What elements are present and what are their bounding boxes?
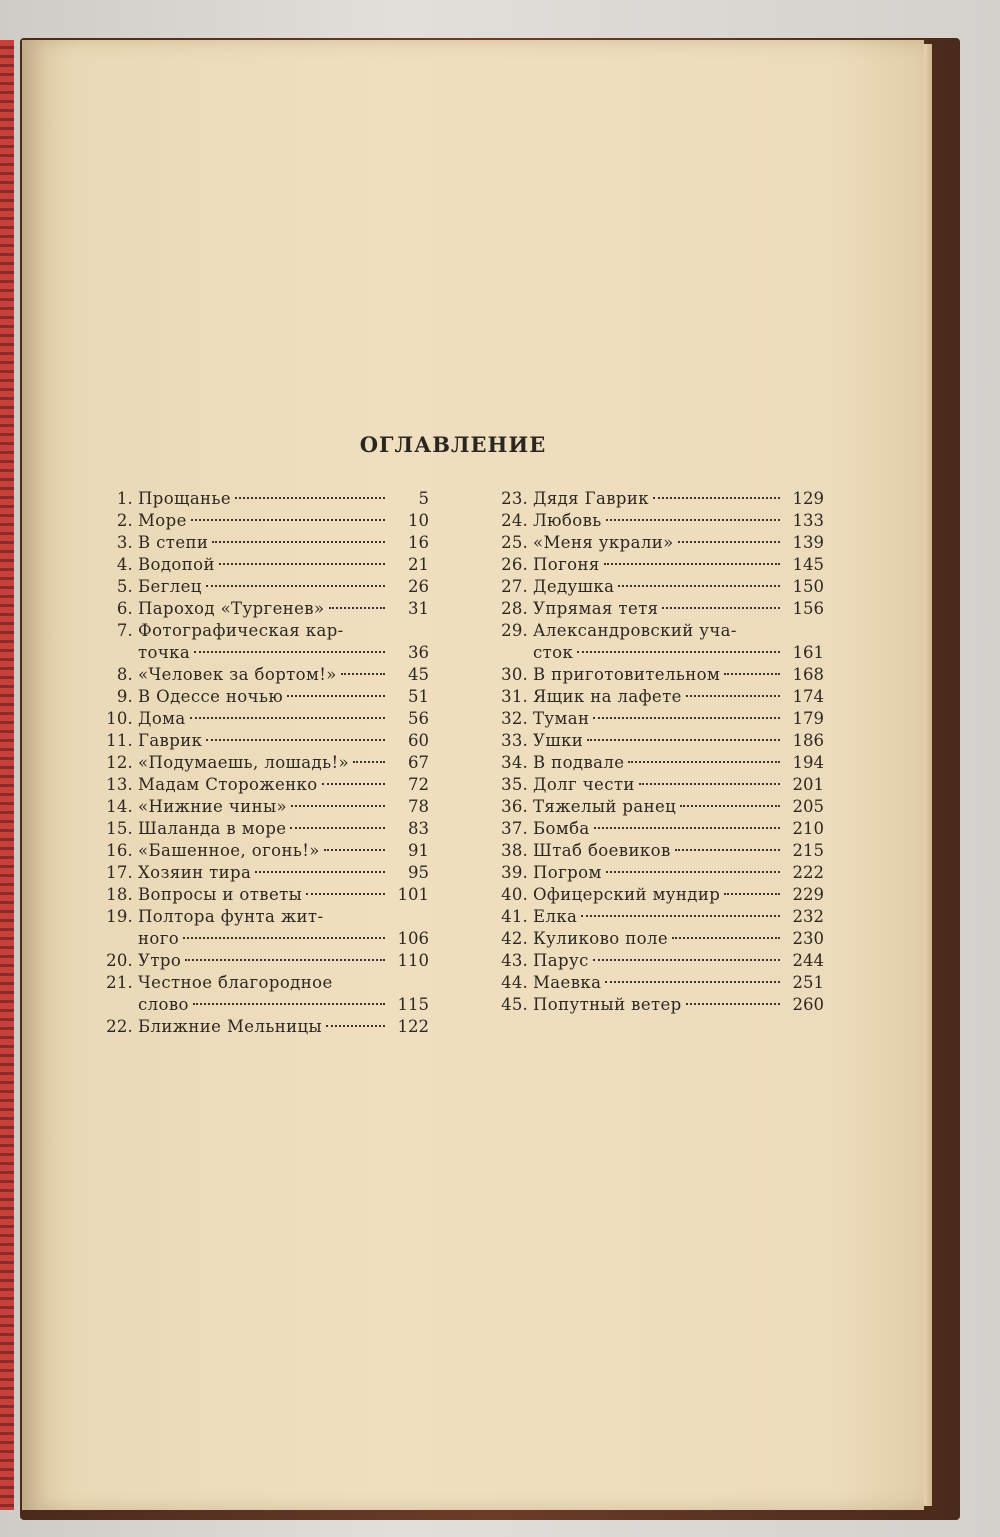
dot-leader bbox=[686, 695, 780, 697]
chapter-title: Офицерский мундир bbox=[533, 885, 721, 904]
toc-entry bbox=[93, 686, 429, 708]
dot-leader bbox=[206, 739, 385, 741]
toc-entry bbox=[488, 928, 824, 950]
toc-entry bbox=[93, 994, 429, 1016]
toc-entry bbox=[488, 576, 824, 598]
dot-leader bbox=[291, 805, 385, 807]
page-number: 186 bbox=[792, 731, 824, 750]
toc-column-right bbox=[488, 488, 824, 1016]
page-number: 31 bbox=[408, 599, 429, 618]
chapter-number: 1. bbox=[116, 489, 133, 508]
toc-entry bbox=[93, 752, 429, 774]
chapter-number: 12. bbox=[106, 753, 133, 772]
chapter-number: 38. bbox=[501, 841, 528, 860]
chapter-number: 45. bbox=[501, 995, 528, 1014]
page-number: 101 bbox=[397, 885, 429, 904]
chapter-number: 10. bbox=[106, 709, 133, 728]
toc-entry bbox=[93, 488, 429, 510]
chapter-number: 17. bbox=[106, 863, 133, 882]
chapter-title: «Подумаешь, лошадь!» bbox=[138, 753, 349, 772]
dot-leader bbox=[724, 673, 780, 675]
toc-entry bbox=[93, 950, 429, 972]
chapter-title: Ушки bbox=[533, 731, 584, 750]
toc-entry bbox=[93, 796, 429, 818]
chapter-title: Погоня bbox=[533, 555, 600, 574]
chapter-title: Дядя Гаврик bbox=[533, 489, 649, 508]
chapter-title: Шаланда в море bbox=[138, 819, 287, 838]
chapter-number: 31. bbox=[501, 687, 528, 706]
toc-entry bbox=[488, 862, 824, 884]
chapter-title: Честное благородное bbox=[138, 973, 333, 992]
chapter-title: В степи bbox=[138, 533, 209, 552]
toc-entry bbox=[488, 664, 824, 686]
page-number: 168 bbox=[792, 665, 824, 684]
dot-leader bbox=[587, 739, 780, 741]
dot-leader bbox=[678, 541, 780, 543]
dot-leader bbox=[672, 937, 780, 939]
dot-leader bbox=[353, 761, 385, 763]
toc-entry bbox=[488, 708, 824, 730]
toc-entry bbox=[488, 730, 824, 752]
toc-entry bbox=[93, 906, 429, 928]
chapter-title: Александровский уча- bbox=[533, 621, 737, 640]
chapter-number: 9. bbox=[116, 687, 133, 706]
page-number: 194 bbox=[792, 753, 824, 772]
chapter-title: Куликово поле bbox=[533, 929, 669, 948]
toc-column-left bbox=[93, 488, 429, 1038]
dot-leader bbox=[255, 871, 385, 873]
chapter-title: Попутный ветер bbox=[533, 995, 682, 1014]
page-number: 145 bbox=[792, 555, 824, 574]
page-number: 232 bbox=[792, 907, 824, 926]
chapter-title: Мадам Стороженко bbox=[138, 775, 318, 794]
toc-entry bbox=[93, 774, 429, 796]
toc-entry bbox=[93, 928, 429, 950]
page-number: 26 bbox=[408, 577, 429, 596]
page-number: 95 bbox=[408, 863, 429, 882]
dot-leader bbox=[605, 981, 780, 983]
dot-leader bbox=[581, 915, 780, 917]
page-number: 222 bbox=[792, 863, 824, 882]
dot-leader bbox=[212, 541, 385, 543]
dot-leader bbox=[628, 761, 780, 763]
page-number: 51 bbox=[408, 687, 429, 706]
toc-entry bbox=[93, 972, 429, 994]
toc-entry bbox=[488, 752, 824, 774]
chapter-title: Елка bbox=[533, 907, 578, 926]
toc-entry bbox=[488, 686, 824, 708]
chapter-title: В Одессе ночью bbox=[138, 687, 284, 706]
toc-entry bbox=[488, 774, 824, 796]
dot-leader bbox=[185, 959, 385, 961]
chapter-number: 41. bbox=[501, 907, 528, 926]
chapter-title: Ящик на лафете bbox=[533, 687, 682, 706]
chapter-title: Штаб боевиков bbox=[533, 841, 671, 860]
chapter-title: «Башенное, огонь!» bbox=[138, 841, 320, 860]
toc-entry bbox=[488, 642, 824, 664]
chapter-title: Бомба bbox=[533, 819, 590, 838]
toc-entry bbox=[488, 884, 824, 906]
page-number: 10 bbox=[408, 511, 429, 530]
chapter-number: 26. bbox=[501, 555, 528, 574]
chapter-title: слово bbox=[138, 995, 189, 1014]
chapter-title: «Человек за бортом!» bbox=[138, 665, 337, 684]
chapter-number: 35. bbox=[501, 775, 528, 794]
dot-leader bbox=[306, 893, 385, 895]
page-number: 260 bbox=[792, 995, 824, 1014]
dot-leader bbox=[287, 695, 385, 697]
toc-entry bbox=[93, 642, 429, 664]
dot-leader bbox=[675, 849, 780, 851]
toc-entry bbox=[93, 510, 429, 532]
toc-entry bbox=[488, 796, 824, 818]
chapter-title: Упрямая тетя bbox=[533, 599, 659, 618]
chapter-number: 40. bbox=[501, 885, 528, 904]
dot-leader bbox=[219, 563, 385, 565]
dot-leader bbox=[183, 937, 385, 939]
chapter-number: 32. bbox=[501, 709, 528, 728]
chapter-number: 27. bbox=[501, 577, 528, 596]
chapter-number: 13. bbox=[106, 775, 133, 794]
page-number: 72 bbox=[408, 775, 429, 794]
chapter-number: 5. bbox=[116, 577, 133, 596]
chapter-number: 20. bbox=[106, 951, 133, 970]
page-number: 133 bbox=[792, 511, 824, 530]
toc-entry bbox=[488, 972, 824, 994]
page-number: 210 bbox=[792, 819, 824, 838]
dot-leader bbox=[329, 607, 386, 609]
toc-entry bbox=[93, 532, 429, 554]
chapter-title: Маевка bbox=[533, 973, 602, 992]
chapter-title: точка bbox=[138, 643, 191, 662]
chapter-number: 39. bbox=[501, 863, 528, 882]
dot-leader bbox=[606, 871, 780, 873]
chapter-title: Туман bbox=[533, 709, 590, 728]
chapter-title: Море bbox=[138, 511, 187, 530]
chapter-number: 44. bbox=[501, 973, 528, 992]
page-number: 161 bbox=[792, 643, 824, 662]
dot-leader bbox=[190, 717, 385, 719]
page-number: 156 bbox=[792, 599, 824, 618]
dot-leader bbox=[577, 651, 780, 653]
chapter-number: 4. bbox=[116, 555, 133, 574]
page-number: 244 bbox=[792, 951, 824, 970]
chapter-title: Полтора фунта жит- bbox=[138, 907, 324, 926]
chapter-title: ного bbox=[138, 929, 180, 948]
chapter-title: Погром bbox=[533, 863, 602, 882]
page-number: 150 bbox=[792, 577, 824, 596]
chapter-title: Беглец bbox=[138, 577, 202, 596]
toc-heading: ОГЛАВЛЕНИЕ bbox=[359, 432, 547, 457]
page-number: 56 bbox=[408, 709, 429, 728]
page-number: 5 bbox=[418, 489, 429, 508]
chapter-title: Дедушка bbox=[533, 577, 615, 596]
chapter-title: В приготовительном bbox=[533, 665, 721, 684]
toc-entry bbox=[93, 818, 429, 840]
page-number: 229 bbox=[792, 885, 824, 904]
toc-entry bbox=[488, 488, 824, 510]
chapter-number: 37. bbox=[501, 819, 528, 838]
dot-leader bbox=[662, 607, 780, 609]
dot-leader bbox=[594, 827, 780, 829]
page-number: 83 bbox=[408, 819, 429, 838]
dot-leader bbox=[206, 585, 385, 587]
dot-leader bbox=[191, 519, 385, 521]
page-number: 16 bbox=[408, 533, 429, 552]
chapter-number: 29. bbox=[501, 621, 528, 640]
chapter-number: 36. bbox=[501, 797, 528, 816]
toc-entry bbox=[488, 950, 824, 972]
chapter-number: 34. bbox=[501, 753, 528, 772]
chapter-title: сток bbox=[533, 643, 574, 662]
page-number: 36 bbox=[408, 643, 429, 662]
toc-entry bbox=[488, 906, 824, 928]
page-number: 215 bbox=[792, 841, 824, 860]
chapter-number: 16. bbox=[106, 841, 133, 860]
chapter-number: 19. bbox=[106, 907, 133, 926]
dot-leader bbox=[680, 805, 780, 807]
chapter-title: Фотографическая кар- bbox=[138, 621, 344, 640]
chapter-title: Парус bbox=[533, 951, 589, 970]
chapter-title: Любовь bbox=[533, 511, 602, 530]
chapter-title: Утро bbox=[138, 951, 182, 970]
chapter-title: Гаврик bbox=[138, 731, 203, 750]
page-number: 91 bbox=[408, 841, 429, 860]
chapter-number: 33. bbox=[501, 731, 528, 750]
dot-leader bbox=[653, 497, 780, 499]
page-number: 60 bbox=[408, 731, 429, 750]
chapter-title: Долг чести bbox=[533, 775, 635, 794]
toc-entry bbox=[93, 598, 429, 620]
chapter-number: 8. bbox=[116, 665, 133, 684]
chapter-title: «Нижние чины» bbox=[138, 797, 287, 816]
chapter-number: 25. bbox=[501, 533, 528, 552]
page-edge bbox=[924, 44, 932, 1506]
chapter-title: Водопой bbox=[138, 555, 215, 574]
chapter-title: Тяжелый ранец bbox=[533, 797, 677, 816]
toc-entry bbox=[488, 554, 824, 576]
page-number: 251 bbox=[792, 973, 824, 992]
page-number: 139 bbox=[792, 533, 824, 552]
dot-leader bbox=[235, 497, 385, 499]
dot-leader bbox=[724, 893, 780, 895]
dot-leader bbox=[324, 849, 385, 851]
toc-entry bbox=[488, 818, 824, 840]
toc-entry bbox=[93, 554, 429, 576]
dot-leader bbox=[341, 673, 385, 675]
toc-entry bbox=[93, 708, 429, 730]
dot-leader bbox=[322, 783, 385, 785]
dot-leader bbox=[604, 563, 780, 565]
chapter-number: 28. bbox=[501, 599, 528, 618]
dot-leader bbox=[639, 783, 780, 785]
chapter-number: 7. bbox=[116, 621, 133, 640]
toc-entry bbox=[488, 510, 824, 532]
toc-entry bbox=[93, 730, 429, 752]
chapter-title: Хозяин тира bbox=[138, 863, 252, 882]
chapter-title: Ближние Мельницы bbox=[138, 1017, 323, 1036]
page-number: 67 bbox=[408, 753, 429, 772]
chapter-number: 11. bbox=[106, 731, 133, 750]
chapter-title: «Меня украли» bbox=[533, 533, 674, 552]
dot-leader bbox=[686, 1003, 780, 1005]
chapter-number: 22. bbox=[106, 1017, 133, 1036]
toc-entry bbox=[93, 576, 429, 598]
chapter-title: В подвале bbox=[533, 753, 625, 772]
chapter-title: Вопросы и ответы bbox=[138, 885, 303, 904]
chapter-number: 30. bbox=[501, 665, 528, 684]
dot-leader bbox=[593, 717, 780, 719]
chapter-number: 2. bbox=[116, 511, 133, 530]
toc-entry bbox=[93, 620, 429, 642]
chapter-number: 15. bbox=[106, 819, 133, 838]
chapter-number: 3. bbox=[116, 533, 133, 552]
page-number: 129 bbox=[792, 489, 824, 508]
page-number: 78 bbox=[408, 797, 429, 816]
page-number: 174 bbox=[792, 687, 824, 706]
page-number: 205 bbox=[792, 797, 824, 816]
page-number: 106 bbox=[397, 929, 429, 948]
chapter-title: Пароход «Тургенев» bbox=[138, 599, 325, 618]
page-number: 230 bbox=[792, 929, 824, 948]
page-number: 21 bbox=[408, 555, 429, 574]
chapter-number: 6. bbox=[116, 599, 133, 618]
toc-entry bbox=[488, 994, 824, 1016]
toc-entry bbox=[488, 598, 824, 620]
toc-entry bbox=[488, 620, 824, 642]
chapter-number: 43. bbox=[501, 951, 528, 970]
dot-leader bbox=[606, 519, 780, 521]
page-number: 115 bbox=[397, 995, 429, 1014]
chapter-number: 23. bbox=[501, 489, 528, 508]
toc-entry bbox=[93, 862, 429, 884]
chapter-title: Прощанье bbox=[138, 489, 232, 508]
chapter-number: 42. bbox=[501, 929, 528, 948]
page-number: 122 bbox=[397, 1017, 429, 1036]
dot-leader bbox=[593, 959, 780, 961]
page-number: 201 bbox=[792, 775, 824, 794]
toc-entry bbox=[93, 664, 429, 686]
page-number: 45 bbox=[408, 665, 429, 684]
dot-leader bbox=[193, 1003, 385, 1005]
page-number: 110 bbox=[397, 951, 429, 970]
toc-entry bbox=[93, 1016, 429, 1038]
chapter-number: 14. bbox=[106, 797, 133, 816]
chapter-title: Дома bbox=[138, 709, 186, 728]
dot-leader bbox=[290, 827, 385, 829]
chapter-number: 21. bbox=[106, 973, 133, 992]
toc-entry bbox=[488, 840, 824, 862]
dot-leader bbox=[326, 1025, 385, 1027]
chapter-number: 24. bbox=[501, 511, 528, 530]
toc-entry bbox=[93, 840, 429, 862]
binding-thread bbox=[0, 40, 14, 1510]
chapter-number: 18. bbox=[106, 885, 133, 904]
toc-entry bbox=[93, 884, 429, 906]
toc-entry bbox=[488, 532, 824, 554]
dot-leader bbox=[618, 585, 780, 587]
dot-leader bbox=[194, 651, 385, 653]
page-number: 179 bbox=[792, 709, 824, 728]
